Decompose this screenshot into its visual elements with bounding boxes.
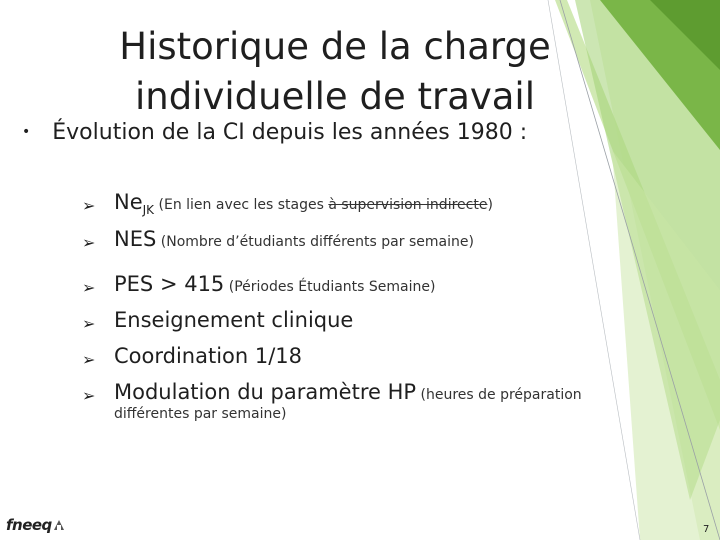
slide-title: [100, 22, 570, 122]
arrow-right-icon: ➢: [82, 196, 96, 215]
arrow-right-icon: ➢: [82, 233, 96, 252]
arrow-right-icon: ➢: [82, 314, 96, 333]
arrow-right-icon: ➢: [82, 350, 96, 369]
list-item-continuation: différentes par semaine): [114, 406, 287, 422]
list-item-text: Enseignement clinique: [114, 308, 354, 332]
title-line-2: individuelle de travail: [135, 75, 535, 118]
main-bullet: [22, 120, 527, 145]
arrow-right-icon: ➢: [82, 386, 96, 405]
title-line-1: Historique de la charge: [119, 25, 551, 68]
list-item-text: $Ne_{JK}$ (En lien avec les stages à supervision indirecte): [114, 190, 493, 217]
list-item-text: Modulation du paramètre HP (heures de préparation: [114, 380, 582, 404]
list-item-text: PES > 415 (Périodes Étudiants Semaine): [114, 272, 436, 296]
list-item-text: Coordination 1/18: [114, 344, 303, 368]
fneeq-logo: fneeq: [6, 516, 52, 534]
arrow-right-icon: ➢: [82, 278, 96, 297]
page-number: 7: [703, 524, 710, 535]
list-item-text: NES (Nombre d’étudiants différents par semaine): [114, 227, 474, 251]
logo-mark-icon: [54, 520, 64, 530]
bullet-dot-icon: •: [22, 124, 31, 140]
main-bullet-text: Évolution de la CI depuis les années 1980 :: [52, 120, 528, 145]
